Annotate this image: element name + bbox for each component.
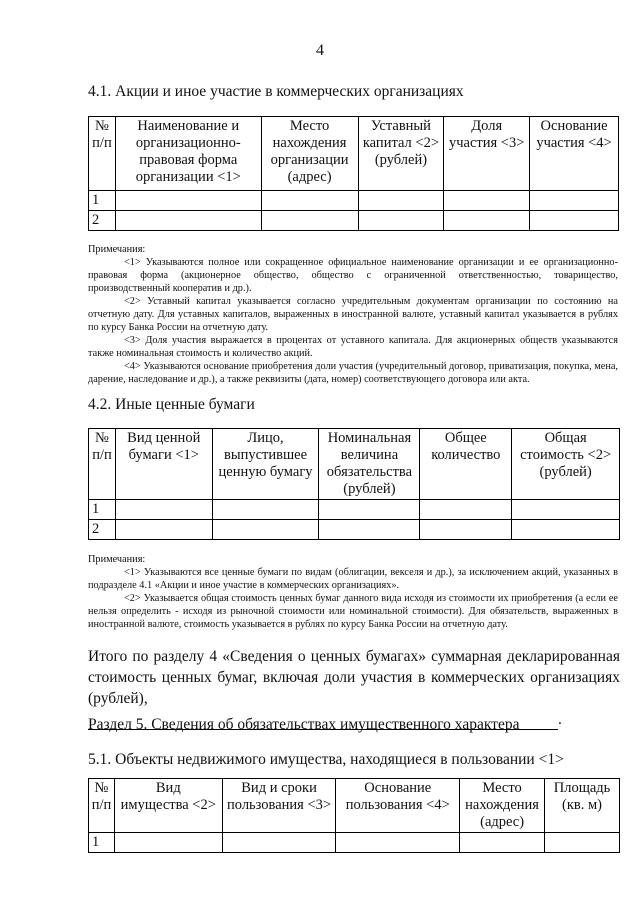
section-4-2-notes [88, 553, 618, 631]
table-header-row [89, 117, 619, 191]
col-header-number: № п/п [89, 429, 116, 500]
section-5-title: Раздел 5. Сведения об обязательствах имущественного характера [88, 716, 520, 733]
table-cell[interactable] [319, 520, 420, 540]
col-header-share: Доля участия <3> [444, 117, 530, 191]
table-cell[interactable] [319, 500, 420, 520]
table-cell[interactable] [115, 500, 212, 520]
col-header-location: Место нахождения организации (адрес) [261, 117, 358, 191]
col-header-security-type: Вид ценной бумаги <1> [115, 429, 212, 500]
table-cell[interactable] [530, 191, 619, 211]
note-2: <2> Уставный капитал указывается согласно учредительным документам организации по состоянию на отчетную дату. Для уставных капиталов, выраженных в иностранной валюте, уставный капитал указывается в рублях по курсу Банка России на отчетную дату. [88, 296, 618, 333]
section-4-1-title: 4.1. Акции и иное участие в коммерческих организациях [88, 83, 464, 100]
section-5-1-title: 5.1. Объекты недвижимого имущества, находящиеся в пользовании <1> [88, 751, 564, 768]
table-cell[interactable] [115, 211, 261, 231]
col-header-property-type: Вид имущества <2> [114, 779, 222, 833]
table-cell[interactable] [222, 833, 336, 853]
col-header-area: Площадь (кв. м) [545, 779, 620, 833]
note-3: <3> Доля участия выражается в процентах от уставного капитала. Для акционерных обществ указываются также номинальная стоимость и количество акций. [88, 335, 618, 359]
table-cell[interactable] [261, 191, 358, 211]
note-4: <4> Указываются основание приобретения доли участия (учредительный договор, приватизация, покупка, мена, дарение, наследование и др.), а также реквизиты (дата, номер) соответствующего договора или акта. [88, 361, 618, 385]
table-cell[interactable] [115, 191, 261, 211]
row-number: 2 [89, 520, 116, 540]
table-row [89, 211, 619, 231]
table-cell[interactable] [420, 500, 512, 520]
table-row [89, 500, 620, 520]
col-header-quantity: Общее количество [420, 429, 512, 500]
table-cell[interactable] [444, 211, 530, 231]
table-cell[interactable] [460, 833, 545, 853]
section-4-2-title: 4.2. Иные ценные бумаги [88, 396, 255, 413]
table-row [89, 191, 619, 211]
table-cell[interactable] [212, 520, 319, 540]
section-4-1-notes [88, 243, 618, 386]
table-cell[interactable] [444, 191, 530, 211]
total-end: . [558, 711, 562, 728]
table-cell[interactable] [336, 833, 460, 853]
table-cell[interactable] [512, 500, 620, 520]
table-cell[interactable] [115, 520, 212, 540]
securities-table [88, 428, 620, 540]
table-header-row [89, 429, 620, 500]
col-header-usage-basis: Основание пользования <4> [336, 779, 460, 833]
page-number: 4 [316, 42, 324, 59]
real-estate-table [88, 778, 620, 853]
table-row [89, 833, 620, 853]
shares-table [88, 116, 619, 231]
col-header-total-value: Общая стоимость <2> (рублей) [512, 429, 620, 500]
table-cell[interactable] [261, 211, 358, 231]
col-header-nominal: Номинальная величина обязательства (рублей) [319, 429, 420, 500]
col-header-org-name: Наименование и организационно- правовая форма организации <1> [115, 117, 261, 191]
row-number: 1 [89, 500, 116, 520]
row-number: 1 [89, 191, 116, 211]
table-cell[interactable] [358, 211, 444, 231]
col-header-number: № п/п [89, 779, 115, 833]
col-header-usage-terms: Вид и сроки пользования <3> [222, 779, 336, 833]
table-cell[interactable] [545, 833, 620, 853]
col-header-location: Место нахождения (адрес) [460, 779, 545, 833]
notes-label: Примечания: [88, 554, 146, 565]
table-cell[interactable] [512, 520, 620, 540]
table-header-row [89, 779, 620, 833]
table-cell[interactable] [530, 211, 619, 231]
col-header-capital: Уставный капитал <2> (рублей) [358, 117, 444, 191]
col-header-number: № п/п [89, 117, 116, 191]
row-number: 1 [89, 833, 115, 853]
table-row [89, 520, 620, 540]
note-1: <1> Указываются полное или сокращенное официальное наименование организации и ее организационно-правовая форма (акционерное общество, общество с ограниченной ответственностью, товарищество, производственный кооператив и др.). [88, 257, 618, 294]
table-cell[interactable] [358, 191, 444, 211]
notes-label: Примечания: [88, 244, 146, 255]
note-2: <2> Указывается общая стоимость ценных бумаг данного вида исходя из стоимости их приобретения (а если ее нельзя определить - исходя из рыночной стоимости или номинальной стоимости). Для обязательств, выраженных в иностранной валюте, стоимость указывается в рублях по курсу Банка России на отчетную дату. [88, 593, 618, 630]
table-cell[interactable] [114, 833, 222, 853]
col-header-basis: Основание участия <4> [530, 117, 619, 191]
col-header-issuer: Лицо, выпустившее ценную бумагу [212, 429, 319, 500]
table-cell[interactable] [420, 520, 512, 540]
row-number: 2 [89, 211, 116, 231]
note-1: <1> Указываются все ценные бумаги по видам (облигации, векселя и др.), за исключением акций, указанных в подразделе 4.1 «Акции и иное участие в коммерческих организациях». [88, 567, 618, 591]
table-cell[interactable] [212, 500, 319, 520]
total-text: Итого по разделу 4 «Сведения о ценных бумагах» суммарная декларированная стоимость ценных бумаг, включая доли участия в коммерческих организациях (рублей), [88, 648, 620, 707]
